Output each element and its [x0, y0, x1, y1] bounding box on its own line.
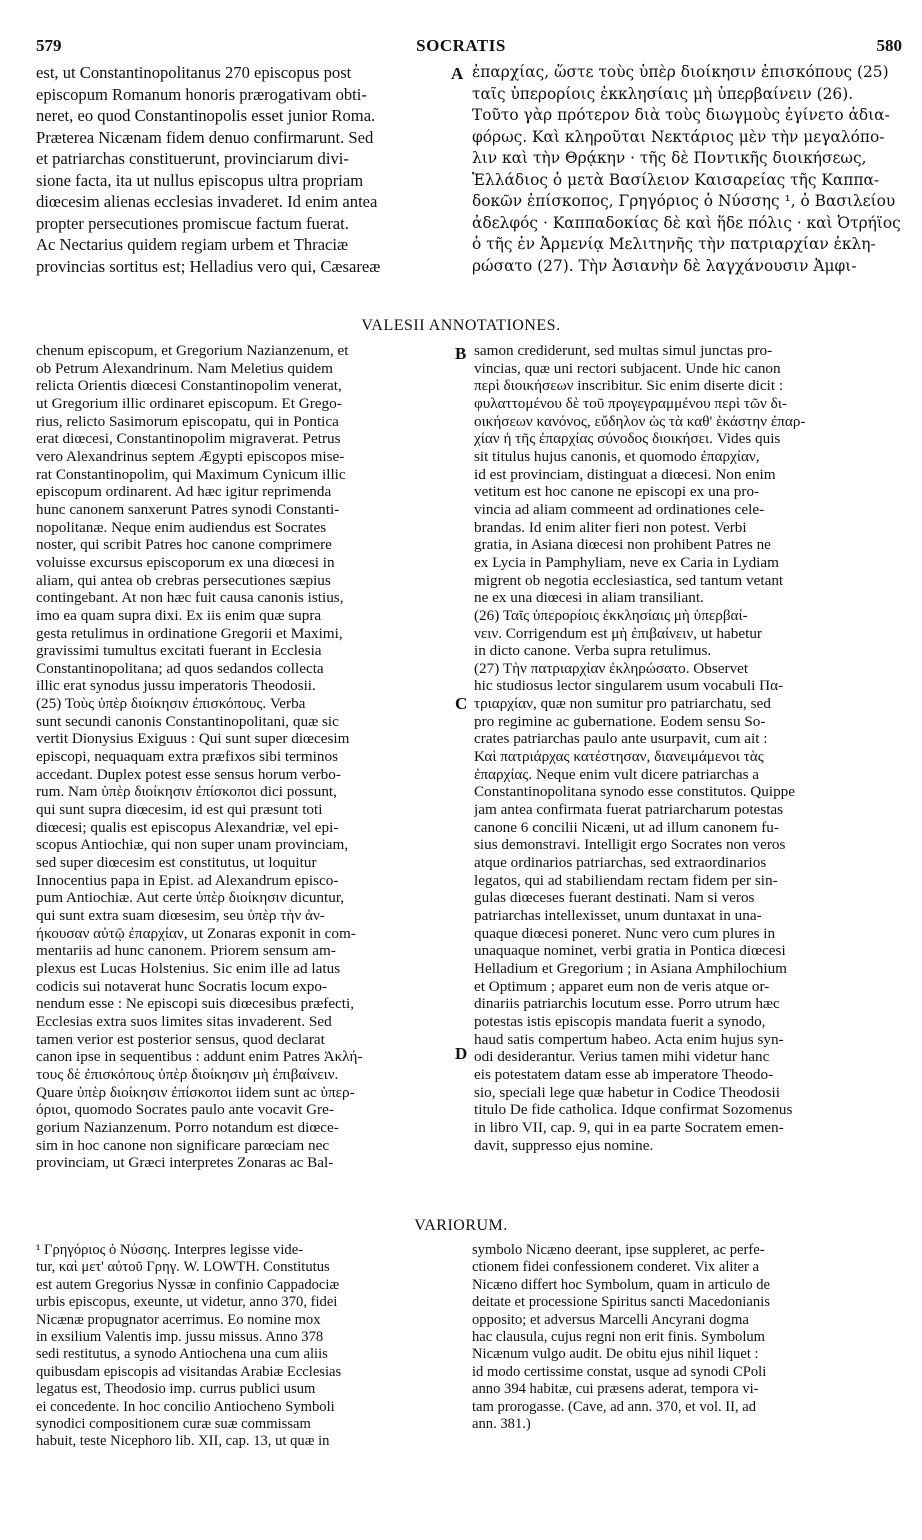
latin-text-column	[36, 62, 450, 277]
annotation-line: tamen verior est posterior sensus, quod declarat	[36, 1030, 325, 1048]
variorum-line: tur, καὶ μετ' αὐτοῦ Γρηγ. W. LOWTH. Constitutus	[36, 1259, 330, 1276]
annotation-line: (27) Τὴν πατριαρχίαν ἐκληρώσατο. Observet	[474, 659, 749, 677]
variorum-line: id modo certissime constat, usque ad synodi CPoli	[472, 1363, 767, 1380]
annotation-line: legatos, qui ad stabiliendam rectam fidem per sin-	[474, 871, 778, 889]
variorum-line: Nicæno differt hoc Symbolum, quam in articulo de	[472, 1276, 771, 1293]
annotation-line: φυλαττομένου δὲ τοῦ προγεγραμμένου περὶ τῶν δι-	[474, 394, 787, 412]
annotation-line: pro regimine ac gubernatione. Eodem sensu So-	[474, 712, 766, 730]
annotation-line: quaque diœcesi poneret. Nunc vero cum plures in	[474, 924, 776, 942]
annotation-line: eis potestatem datam esse ab imperatore Theodo-	[474, 1065, 774, 1083]
running-title: SOCRATIS	[416, 36, 506, 55]
greek-text-line: ταῖς ὑπερορίοις ἐκκλησίαις μὴ ὑπερβαίνειν (26).	[472, 84, 854, 103]
annotation-line: atque ordinarios patriarchas, sed extraordinarios	[474, 854, 767, 872]
annotation-line: samon crediderunt, sed multas simul junctas pro-	[474, 342, 773, 359]
variorum-line: sedi restitutus, a synodo Antiochena una cum aliis	[36, 1346, 328, 1363]
latin-text-line: Ac Nectarius quidem regiam urbem et Thraciæ	[36, 235, 349, 254]
variorum-right-column	[472, 1242, 906, 1433]
greek-text-line: φόρως. Καὶ κληροῦται Νεκτάριος μὲν τὴν μεγαλόπο-	[472, 127, 885, 146]
valesii-left-column	[36, 342, 450, 1172]
variorum-heading: VARIORUM.	[414, 1217, 508, 1234]
annotation-line: voluisse excursus episcoporum ex una diœcesi in	[36, 553, 335, 571]
annotation-line: vincias, quæ uni rectori subjacent. Unde hic canon	[474, 359, 781, 377]
annotation-line: titulo De fide catholica. Idque confirmat Sozomenus	[474, 1101, 793, 1119]
margin-letter-d: D	[455, 1044, 468, 1063]
annotation-line: ob Petrum Alexandrinum. Nam Meletius quidem	[36, 359, 333, 377]
annotation-line: nopolitanæ. Neque enim audiendus est Socrates	[36, 518, 327, 536]
annotation-line: χίαν ἡ τῆς ἐπαρχίας σύνοδος διοικήσει. Vides quis	[474, 430, 781, 448]
latin-text-line: neret, eo quod Constantinopolis esset junior Roma.	[36, 106, 376, 125]
latin-text-line: est, ut Constantinopolitanus 270 episcopus post	[36, 63, 352, 82]
variorum-line: ctionem fidei confessionem conderet. Vix aliter a	[472, 1259, 759, 1276]
annotation-line: crates patriarchas paulo ante usurpavit, cum ait :	[474, 730, 768, 748]
latin-text-line: et patriarchas constituerunt, provinciarum divi-	[36, 149, 349, 168]
greek-text-line: λιν καὶ τὴν Θρᾴκην · τῆς δὲ Ποντικῆς διοικήσεως,	[472, 149, 867, 167]
annotation-line: gratia, in Asiana diœcesi non prohibent Patres ne	[474, 536, 771, 554]
annotation-line: ex Lycia in Pamphyliam, neve ex Caria in Lydiam	[474, 553, 779, 571]
annotation-line: unaquaque nominet, verbi gratia in Pontica diœcesi	[474, 942, 786, 960]
annotation-line: illic erat synodus jussu imperatoris Theodosii.	[36, 677, 316, 695]
annotation-line: canone 6 concilii Nicæni, ut ad illum canonem fu-	[474, 818, 779, 836]
annotation-line: vertit Dionysius Exiguus : Qui sunt super diœcesim	[36, 730, 350, 748]
valesii-heading: VALESII ANNOTATIONES.	[361, 317, 561, 334]
annotation-line: haud satis compertum habeo. Acta enim hujus syn-	[474, 1030, 784, 1048]
variorum-left-column	[36, 1242, 450, 1451]
annotation-line: τους δὲ ἐπισκόπους ὑπὲρ διοίκησιν μὴ ἐπιβαίνειν.	[36, 1065, 339, 1083]
annotation-line: sunt secundi canonis Constantinopolitani, quæ sic	[36, 712, 339, 730]
greek-text-line: Τοῦτο γὰρ πρότερον διὰ τοὺς διωγμοὺς ἐγίνετο ἀδια-	[472, 106, 890, 124]
annotation-line: jam antea confirmata fuerat patriarcharum potestas	[474, 801, 784, 819]
variorum-line: synodici compositionem curæ suæ commissam	[36, 1416, 311, 1433]
annotation-line: gravissimi tumultus excitati fuerant in Ecclesia	[36, 642, 322, 660]
variorum-line: habuit, teste Nicephoro lib. XII, cap. 13, ut quæ in	[36, 1433, 330, 1450]
annotation-line: hic studiosus lector singularem usum vocabuli Πα-	[474, 677, 784, 695]
annotation-line: in dicto canone. Verba supra retulimus.	[474, 642, 712, 660]
greek-text-line: δοκῶν ἐπίσκοπος, Γρηγόριος ὁ Νύσσης ¹, ὁ Βασιλείου	[472, 192, 896, 210]
variorum-line: ¹ Γρηγόριος ὁ Νύσσης. Interpres legisse vide-	[36, 1242, 304, 1258]
variorum-line: opposito; et adversus Marcelli Ancyrani dogma	[472, 1311, 749, 1328]
greek-text-column	[472, 62, 906, 277]
greek-text-line: ἀδελφός · Καππαδοκίας δὲ καὶ ἥδε πόλις · καὶ Ὀτρήϊος	[472, 213, 901, 232]
annotation-line: Constantinopolitana; ad quos sedandos collecta	[36, 659, 324, 677]
variorum-line: anno 394 habitæ, cui præsens aderat, tempora vi-	[472, 1381, 759, 1398]
annotation-line: migrent ob negotia ecclesiastica, sed tantum vetant	[474, 571, 784, 589]
latin-text-line: provincias sortitus est; Helladius vero qui, Cæsareæ	[36, 256, 381, 276]
annotation-line: vero Alexandrinus septem Ægypti episcopos mise-	[36, 447, 345, 465]
greek-text-line: ὁ τῆς ἐν Ἀρμενίᾳ Μελιτηνῆς τὴν πατριαρχίαν ἐκλη-	[472, 235, 876, 253]
variorum-line: legatus est, Theodosio imp. currus publici usum	[36, 1381, 316, 1398]
valesii-right-column	[474, 342, 906, 1154]
annotation-line: episcopum ordinarent. Ad hæc igitur reprimenda	[36, 483, 332, 501]
annotation-line: gesta retulimus in ordinatione Gregorii et Maximi,	[36, 624, 343, 642]
annotation-line: ἐπαρχίας. Neque enim vult dicere patriarchas a	[474, 765, 760, 783]
annotation-line: erat diœcesi, Constantinopolim migraverat. Petrus	[36, 430, 341, 448]
annotation-line: noster, qui scribit Patres hoc canone comprimere	[36, 536, 332, 554]
annotation-line: Constantinopolitana synodo esse constitutos. Quippe	[474, 783, 796, 801]
annotation-line: codicis sui notaverat hunc Socratis locum expo-	[36, 977, 328, 995]
margin-letter-c: C	[455, 694, 468, 713]
variorum-line: Nicænum vulgo audit. De obitu ejus nihil liquet :	[472, 1346, 759, 1363]
annotation-line: patriarchas intellexisset, unum duntaxat in una-	[474, 907, 762, 924]
annotation-line: canon ipse in sequentibus : addunt enim Patres Ἀκλή-	[36, 1048, 363, 1066]
margin-letter-a: A	[451, 64, 464, 83]
annotation-line: τριαρχίαν, quæ non sumitur pro patriarchatu, sed	[474, 695, 771, 713]
annotation-line: Quare ὑπὲρ διοίκησιν ἐπίσκοποι iidem sunt ac ὑπερ-	[36, 1083, 355, 1101]
annotation-line: accedant. Duplex potest esse sensus horum verbo-	[36, 765, 341, 783]
variorum-line: deitate et processione Spiritus sancti Macedonianis	[472, 1294, 770, 1311]
latin-text-line: diœcesim alienas ecclesias invaderet. Id enim antea	[36, 192, 378, 211]
annotation-line: plexus est Lucas Holstenius. Sic enim ille ad latus	[36, 959, 341, 977]
annotation-line: chenum episcopum, et Gregorium Nazianzenum, et	[36, 342, 349, 359]
variorum-line: hac clausula, cujus regni non erit finis. Symbolum	[472, 1329, 766, 1346]
annotation-line: mentariis ad hunc canonem. Priorem sensum am-	[36, 942, 336, 960]
annotation-line: sit titulus hujus canonis, et quomodo ἐπαρχίαν,	[474, 447, 760, 465]
annotation-line: sius demonstravi. Intelligit ergo Socrates non veros	[474, 836, 786, 854]
annotation-line: vetitum est hoc canone ne episcopi ex una pro-	[474, 483, 760, 501]
annotation-line: aliam, qui antea ob crebras persecutiones sæpius	[36, 571, 331, 589]
annotation-line: rius, relicto Sasimorum episcopatu, qui in Pontica	[36, 412, 339, 430]
annotation-line: qui sunt supra diœcesim, id est qui præsunt toti	[36, 801, 323, 819]
margin-letter-b: B	[455, 344, 467, 363]
annotation-line: rat Constantinopolim, qui Maximum Cynicum illic	[36, 465, 346, 483]
annotation-line: περὶ διοικήσεων inscribitur. Sic enim diserte dicit :	[474, 377, 784, 395]
variorum-line: ann. 381.)	[472, 1416, 531, 1433]
annotation-line: nendum esse : Ne episcopi suis diœcesibus præfecti,	[36, 995, 355, 1013]
annotation-line: ne ex una diœcesi in aliam transiliant.	[474, 589, 704, 607]
annotation-line: davit, suppresso ejus nomine.	[474, 1136, 654, 1154]
variorum-line: symbolo Nicæno deerant, ipse suppleret, ac perfe-	[472, 1242, 765, 1258]
annotation-line: imo ea quam supra dixi. Ex iis enim quæ supra	[36, 606, 322, 624]
page-number-left: 579	[36, 36, 62, 55]
annotation-line: et Optimum ; apparet eum non de veris atque or-	[474, 977, 770, 995]
variorum-line: est autem Gregorius Nyssæ in confinio Cappadociæ	[36, 1276, 340, 1293]
annotation-line: sim in hoc canone non significare parœciam nec	[36, 1136, 330, 1154]
annotation-line: sio, speciali lege quæ habetur in Codice Theodosii	[474, 1083, 780, 1101]
annotation-line: hunc canonem sanxerunt Patres synodi Constanti-	[36, 500, 340, 518]
latin-text-line: episcopum Romanum honoris prærogativam obti-	[36, 84, 367, 104]
annotation-line: dinariis patriarchis locutum esse. Porro utrum hæc	[474, 995, 780, 1013]
page-number-right: 580	[876, 36, 902, 55]
annotation-line: episcopi, nequaquam extra præfixos sibi terminos	[36, 748, 338, 766]
annotation-line: gulas diœceses fuerant destinati. Nam si veros	[474, 889, 755, 907]
annotation-line: brandas. Id enim aliter fieri non potest. Verbi	[474, 518, 747, 536]
annotation-line: ut Gregorium illic ordinaret episcopum. Et Grego-	[36, 394, 342, 412]
greek-text-line: Ἑλλάδιος ὁ μετὰ Βασίλειον Καισαρείας τῆς Καππα-	[472, 170, 880, 189]
annotation-line: contingebant. At non hæc fuit causa canonis istius,	[36, 589, 344, 607]
variorum-line: tam prorogasse. (Cave, ad ann. 370, et vol. II, ad	[472, 1398, 757, 1415]
annotation-line: νειν. Corrigendum est μὴ ἐπιβαίνειν, ut habetur	[474, 624, 762, 642]
greek-text-line: ἐπαρχίας, ὥστε τοὺς ὑπὲρ διοίκησιν ἐπισκόπους (25)	[472, 63, 889, 81]
variorum-line: Nicænæ propugnator acerrimus. Eo nomine mox	[36, 1311, 321, 1328]
annotation-line: diœcesi; qualis est episcopus Alexandriæ, vel epi-	[36, 818, 339, 836]
variorum-line: in exsilium Valentis imp. jussu missus. Anno 378	[36, 1329, 324, 1346]
annotation-line: (25) Τοὺς ὑπὲρ διοίκησιν ἐπισκόπους. Verba	[36, 695, 306, 713]
annotation-line: gorium Nazianzenum. Porro notandum est diœce-	[36, 1118, 339, 1136]
annotation-line: όριοι, quomodo Socrates paulo ante vocavit Gre-	[36, 1101, 334, 1119]
annotation-line: Ecclesias extra suos limites sitas invaderent. Sed	[36, 1012, 332, 1030]
annotation-line: vincia ad aliam commeent ad ordinationes cele-	[474, 500, 765, 518]
annotation-line: scopus Antiochiæ, qui non super unam provinciam,	[36, 836, 349, 854]
annotation-line: Helladium et Gregorium ; in Asiana Amphilochium	[474, 959, 787, 977]
greek-text-line: ρώσατο (27). Τὴν Ἀσιανὴν δὲ λαγχάνουσιν Ἀμφι-	[472, 256, 857, 275]
annotation-line: id est provinciam, distinguat a diœcesi. Non enim	[474, 465, 776, 483]
annotation-line: relicta Orientis diœcesi Constantinopolim venerat,	[36, 377, 342, 395]
variorum-line: ei concedente. In hoc concilio Antiocheno Symboli	[36, 1398, 335, 1415]
annotation-line: Innocentius papa in Epist. ad Alexandrum episco-	[36, 871, 339, 889]
annotation-line: odi desiderantur. Verius tamen mihi videtur hanc	[474, 1048, 770, 1066]
annotation-line: qui sunt extra suam diœsesim, seu ὑπὲρ τὴν ἀν-	[36, 907, 325, 924]
annotation-line: sed super diœcesim est constitutus, ut loquitur	[36, 854, 317, 872]
annotation-line: potestas istis episcopis mandata fuerit a synodo,	[474, 1012, 766, 1030]
annotation-line: οικήσεων κανόνος, εὔδηλον ὡς τὰ καθ' ἑκάστην ἐπαρ-	[474, 412, 806, 430]
annotation-line: ήκουσαν αὐτῷ ἐπαρχίαν, ut Zonaras exponit in com-	[36, 924, 356, 942]
variorum-line: urbis episcopus, exeunte, ut videtur, anno 370, fidei	[36, 1294, 338, 1311]
annotation-line: provinciam, ut Græci interpretes Zonaras ac Bal-	[36, 1154, 334, 1172]
annotation-line: (26) Ταῖς ὑπερορίοις ἐκκλησίαις μὴ ὑπερβαί-	[474, 606, 748, 624]
latin-text-line: sione facta, ita ut nullus episcopus ultra propriam	[36, 170, 364, 190]
annotation-line: pum Antiochiæ. Aut certe ὑπὲρ διοίκησιν dicuntur,	[36, 889, 345, 907]
latin-text-line: Præterea Nicænam fidem denuo confirmarunt. Sed	[36, 127, 374, 147]
annotation-line: rum. Nam ὑπὲρ διοίκησιν ἐπίσκοποι dici possunt,	[36, 783, 337, 801]
variorum-line: quibusdam episcopis ad visitandas Arabiæ Ecclesias	[36, 1363, 342, 1380]
latin-text-line: propter persecutiones promiscue factum fuerat.	[36, 213, 349, 233]
annotation-line: in libro VII, cap. 9, qui in ea parte Socratem emen-	[474, 1118, 784, 1136]
annotation-line: Καὶ πατριάρχας κατέστησαν, διανειμάμενοι τὰς	[474, 748, 764, 766]
